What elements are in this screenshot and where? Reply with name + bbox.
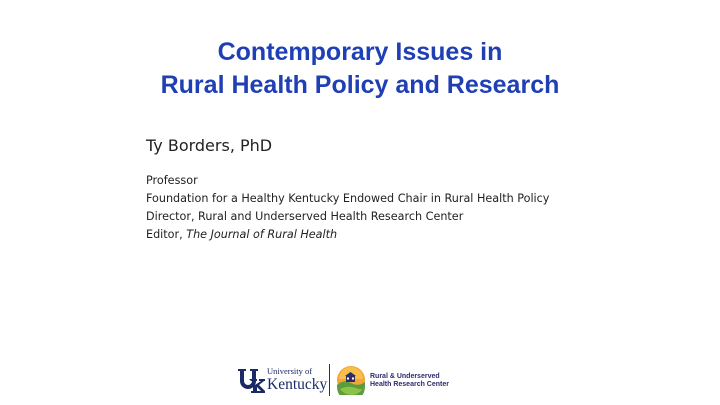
ruhrc-wordmark-line-1: Rural & Underserved <box>370 373 440 380</box>
logo-bar <box>237 364 487 396</box>
role-editor <box>146 226 549 244</box>
role-director: Director, Rural and Underserved Health Research Center <box>146 210 464 223</box>
ruhrc-wordmark <box>370 373 449 389</box>
ruhrc-wordmark-line-2: Health Research Center <box>370 381 449 388</box>
uk-logo-icon <box>237 366 265 394</box>
presenter-name: Ty Borders, PhD <box>146 136 273 155</box>
uk-wordmark-main: Kentucky <box>267 375 328 393</box>
slide-title <box>0 36 720 102</box>
role-endowed-chair: Foundation for a Healthy Kentucky Endowed Chair in Rural Health Policy <box>146 192 550 205</box>
presenter-roles <box>146 172 549 244</box>
uk-wordmark <box>267 367 327 392</box>
slide-title-line-1: Contemporary Issues in <box>217 38 503 66</box>
ruhrc-logo-icon <box>336 365 366 395</box>
uk-wordmark-top: University of <box>267 366 313 376</box>
slide-title-line-2: Rural Health Policy and Research <box>160 71 560 99</box>
editor-prefix: Editor, <box>146 228 187 241</box>
journal-name: The Journal of Rural Health <box>186 228 338 241</box>
logo-divider <box>329 364 330 396</box>
role-professor: Professor <box>146 174 198 187</box>
